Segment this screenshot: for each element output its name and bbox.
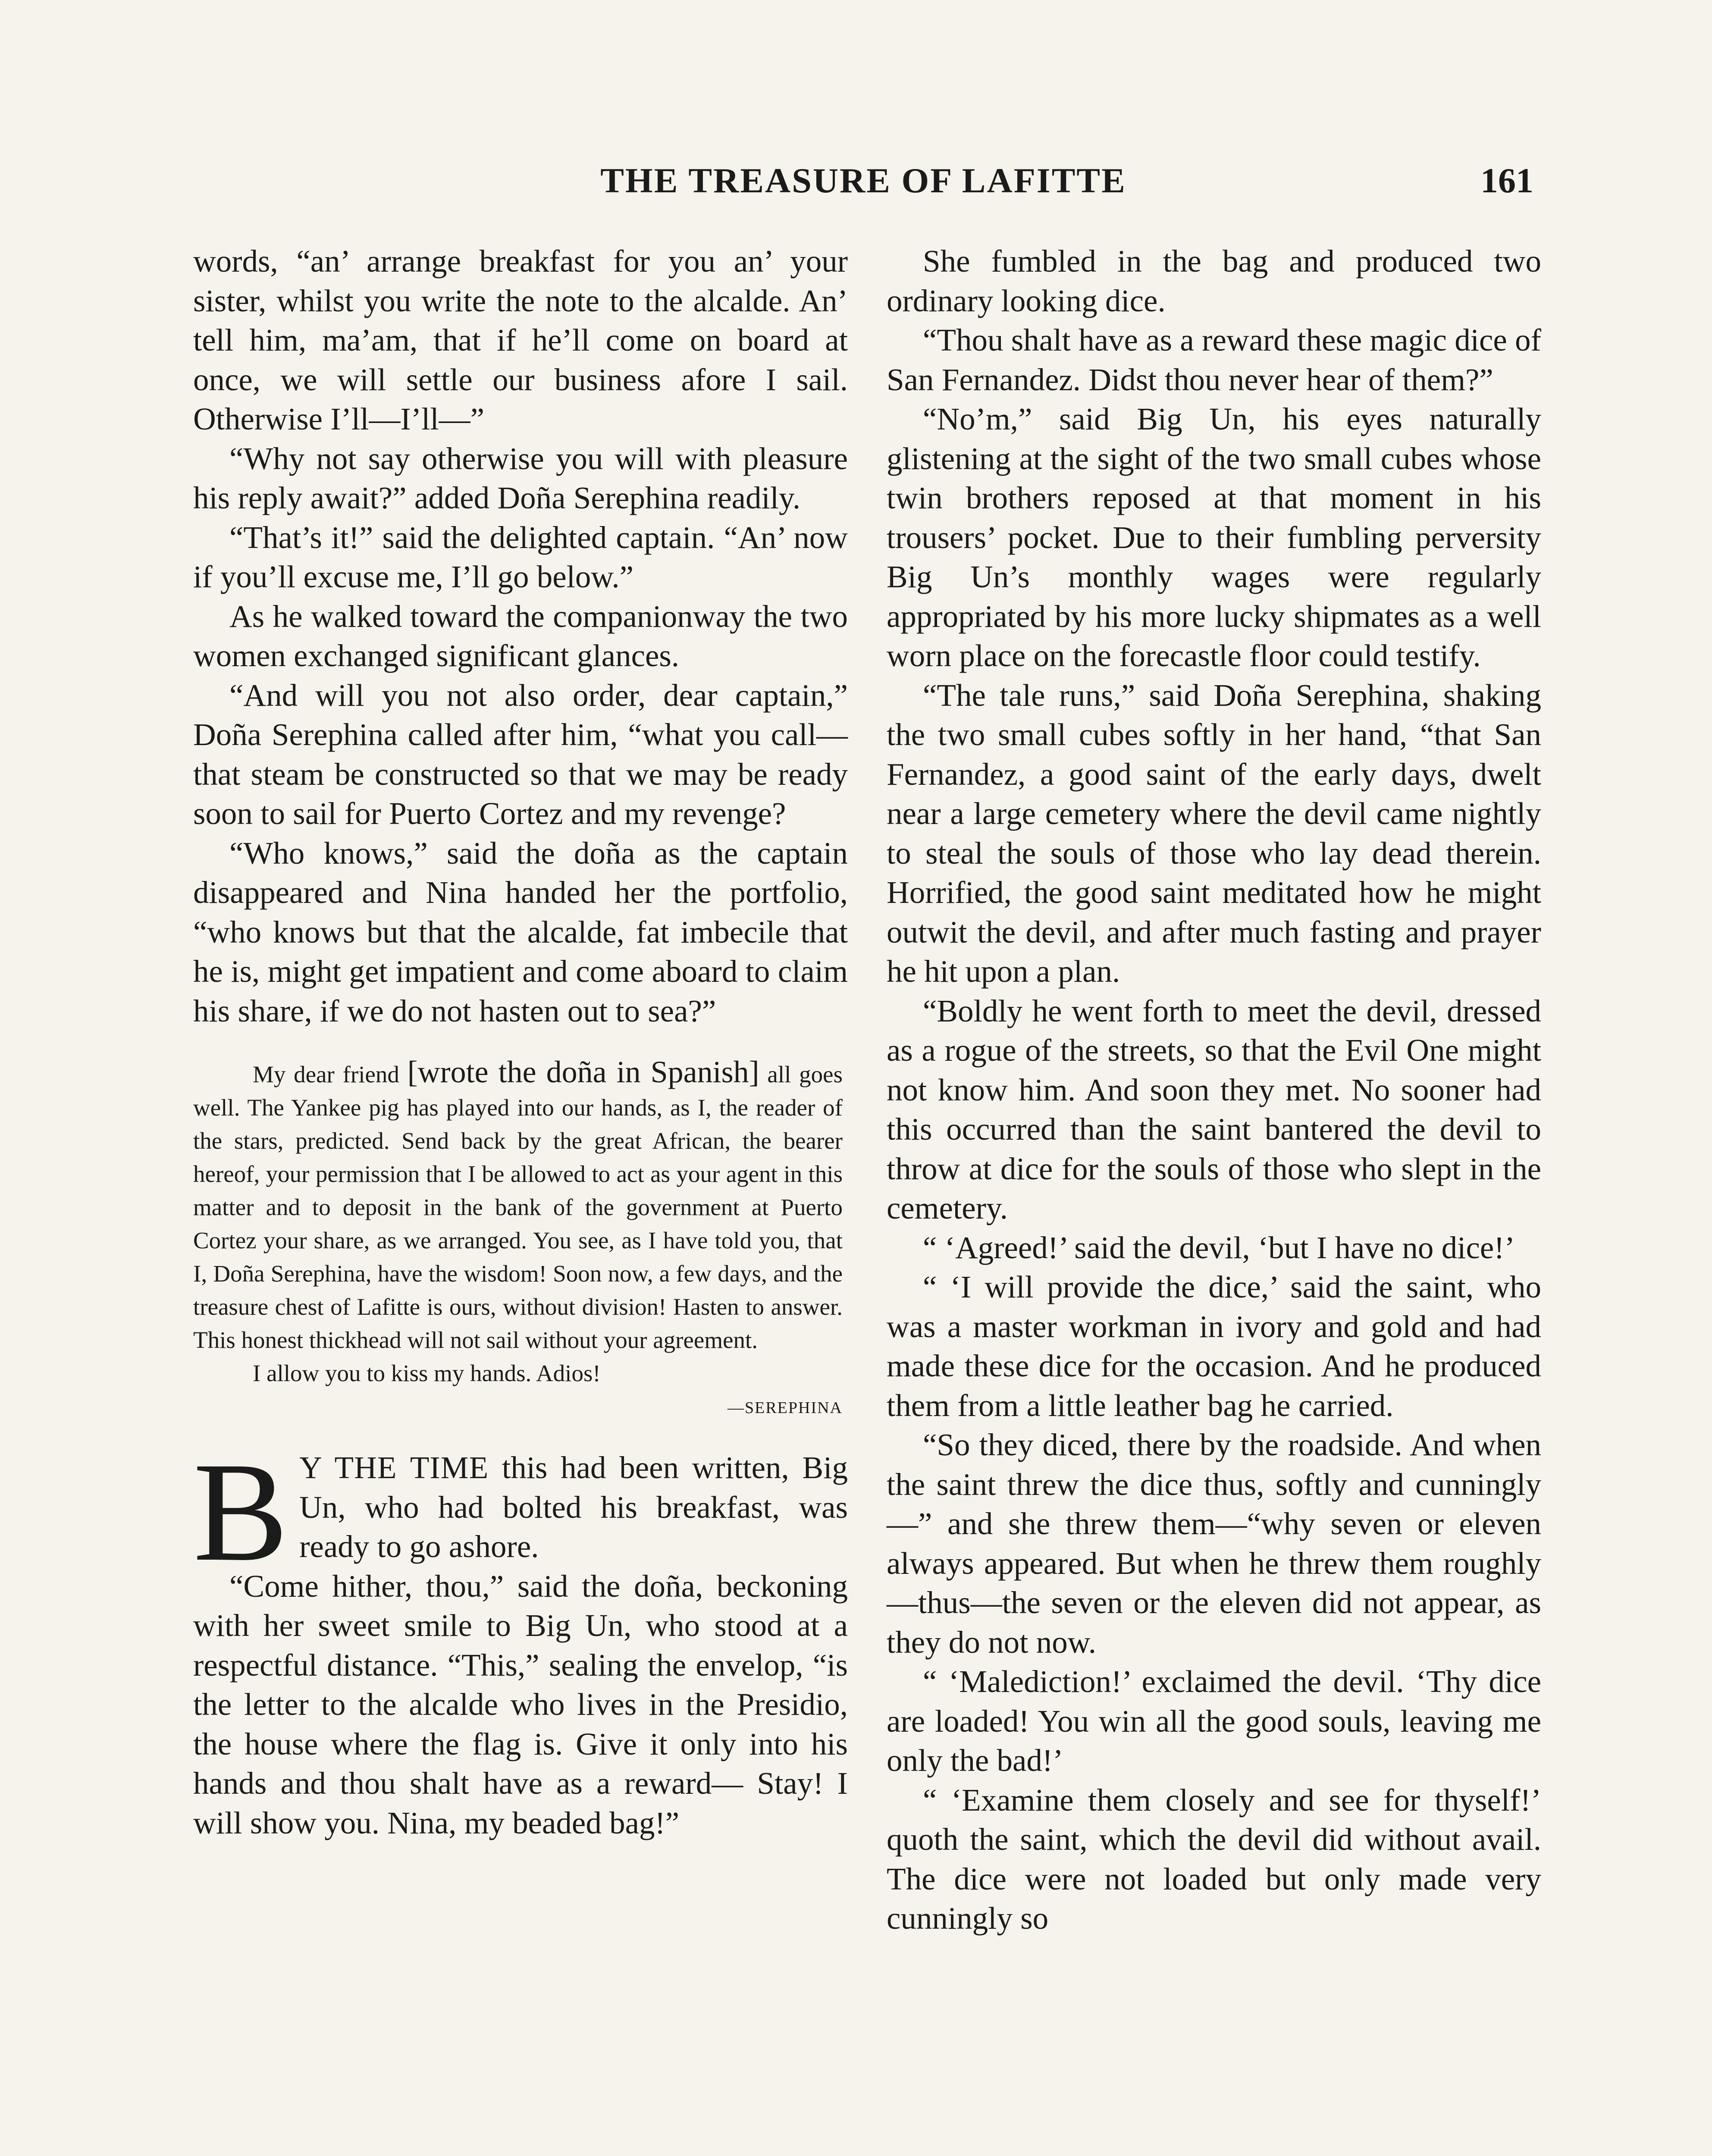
- paragraph: “Come hither, thou,” said the doña, beckoning with her sweet smile to Big Un, who stood at a respectful distance. “This,” sealing the envelop, “is the letter to the alcalde who lives in the Presidio, the house where the flag is. Give it only into his hands and thou shalt have as a reward— Stay! I will show you. Nina, my beaded bag!”: [193, 1568, 848, 1840]
- letter-signature: —SEREPHINA: [727, 1399, 843, 1417]
- run-in-caps: Y THE TIME: [299, 1450, 489, 1485]
- drop-cap: B: [193, 1433, 288, 1591]
- letter-closing: I allow you to kiss my hands. Adios!: [253, 1360, 601, 1386]
- paragraph: “So they diced, there by the roadside. And when the saint threw the dice thus, softly and cunningly—” and she threw them—“why seven or eleven always appeared. But when he threw them roughly—thus—the seven or the eleven did not appear, as they do not now.: [887, 1427, 1541, 1660]
- paragraph: “Why not say otherwise you will with pleasure his reply await?” added Doña Serephina readily.: [193, 441, 848, 515]
- paragraph: “Who knows,” said the doña as the captain disappeared and Nina handed her the portfolio, “who knows but that the alcalde, fat imbecile that he is, might get impatient and come aboard to claim his share, if we do not hasten out to sea?”: [193, 835, 848, 1028]
- letter-text: all goes well. The Yankee pig has played into our hands, as I, the reader of the stars, predicted. Send back by the great African, the bearer hereof, your permission that I be allowed to act as your agent in this matter and to deposit in the bank of the government at Puerto Cortez your share, as we arranged. You see, as I have told you, that I, Doña Serephina, have the wisdom! Soon now, a few days, and the treasure chest of Lafitte is ours, without division! Hasten to answer. This honest thickhead will not sail without your agreement.: [193, 1061, 843, 1353]
- paragraph: “Thou shalt have as a reward these magic dice of San Fernandez. Didst thou never hear of them?”: [887, 323, 1541, 397]
- right-column: [887, 241, 1541, 1938]
- left-column: [193, 241, 848, 1843]
- paragraph: “ ‘Agreed!’ said the devil, ‘but I have no dice!’: [923, 1230, 1515, 1265]
- paragraph: As he walked toward the companionway the two women exchanged significant glances.: [193, 599, 848, 673]
- page-header: [193, 160, 1533, 208]
- paragraph: “The tale runs,” said Doña Serephina, shaking the two small cubes softly in her hand, “that San Fernandez, a good saint of the early days, dwelt near a large cemetery where the devil came nightly to steal the souls of those who lay dead therein. Horrified, the good saint meditated how he might outwit the devil, and after much fasting and prayer he hit upon a plan.: [887, 677, 1541, 989]
- section-opening-paragraph: [193, 1433, 848, 1591]
- paragraph: “ ‘I will provide the dice,’ said the saint, who was a master workman in ivory and gold and had made these dice for the occasion. And he produced them from a little leather bag he carried.: [887, 1269, 1541, 1423]
- paragraph: words, “an’ arrange breakfast for you an’ your sister, whilst you write the note to the alcalde. An’ tell him, ma’am, that if he’ll come on board at once, we will settle our business afore I sail. Otherwise I’ll—I’ll—”: [193, 244, 848, 436]
- paragraph: “No’m,” said Big Un, his eyes naturally glistening at the sight of the two small cubes whose twin brothers reposed at that moment in his trousers’ pocket. Due to their fumbling perversity Big Un’s monthly wages were regularly appropriated by his more lucky shipmates as a well worn place on the forecastle floor could testify.: [887, 401, 1541, 673]
- letter-aside: [wrote the doña in Spanish]: [407, 1055, 759, 1089]
- letter-opening: My dear friend: [253, 1061, 399, 1087]
- paragraph: “And will you not also order, dear captain,” Doña Serephina called after him, “what you call—that steam be constructed so that we may be ready soon to sail for Puerto Cortez and my revenge?: [193, 677, 848, 831]
- paragraph: “ ‘Malediction!’ exclaimed the devil. ‘Thy dice are loaded! You win all the good souls, leaving me only the bad!’: [887, 1664, 1541, 1778]
- running-title: THE TREASURE OF LAFITTE: [600, 161, 1126, 200]
- paragraph: She fumbled in the bag and produced two ordinary looking dice.: [887, 244, 1541, 318]
- paragraph: “That’s it!” said the delighted captain. “An’ now if you’ll excuse me, I’ll go below.”: [193, 520, 848, 594]
- paragraph-text: this had been written, Big Un, who had bolted his breakfast, was ready to go ashore.: [299, 1450, 848, 1564]
- page-number: 161: [1480, 161, 1533, 200]
- paragraph: “ ‘Examine them closely and see for thyself!’ quoth the saint, which the devil did without avail. The dice were not loaded but only made very cunningly so: [887, 1782, 1541, 1936]
- letter-body: [193, 1056, 843, 1357]
- paragraph: “Boldly he went forth to meet the devil, dressed as a rogue of the streets, so that the Evil One might not know him. And soon they met. No sooner had this occurred than the saint bantered the devil to throw at dice for the souls of those who slept in the cemetery.: [887, 993, 1541, 1225]
- quoted-letter: [193, 1056, 848, 1425]
